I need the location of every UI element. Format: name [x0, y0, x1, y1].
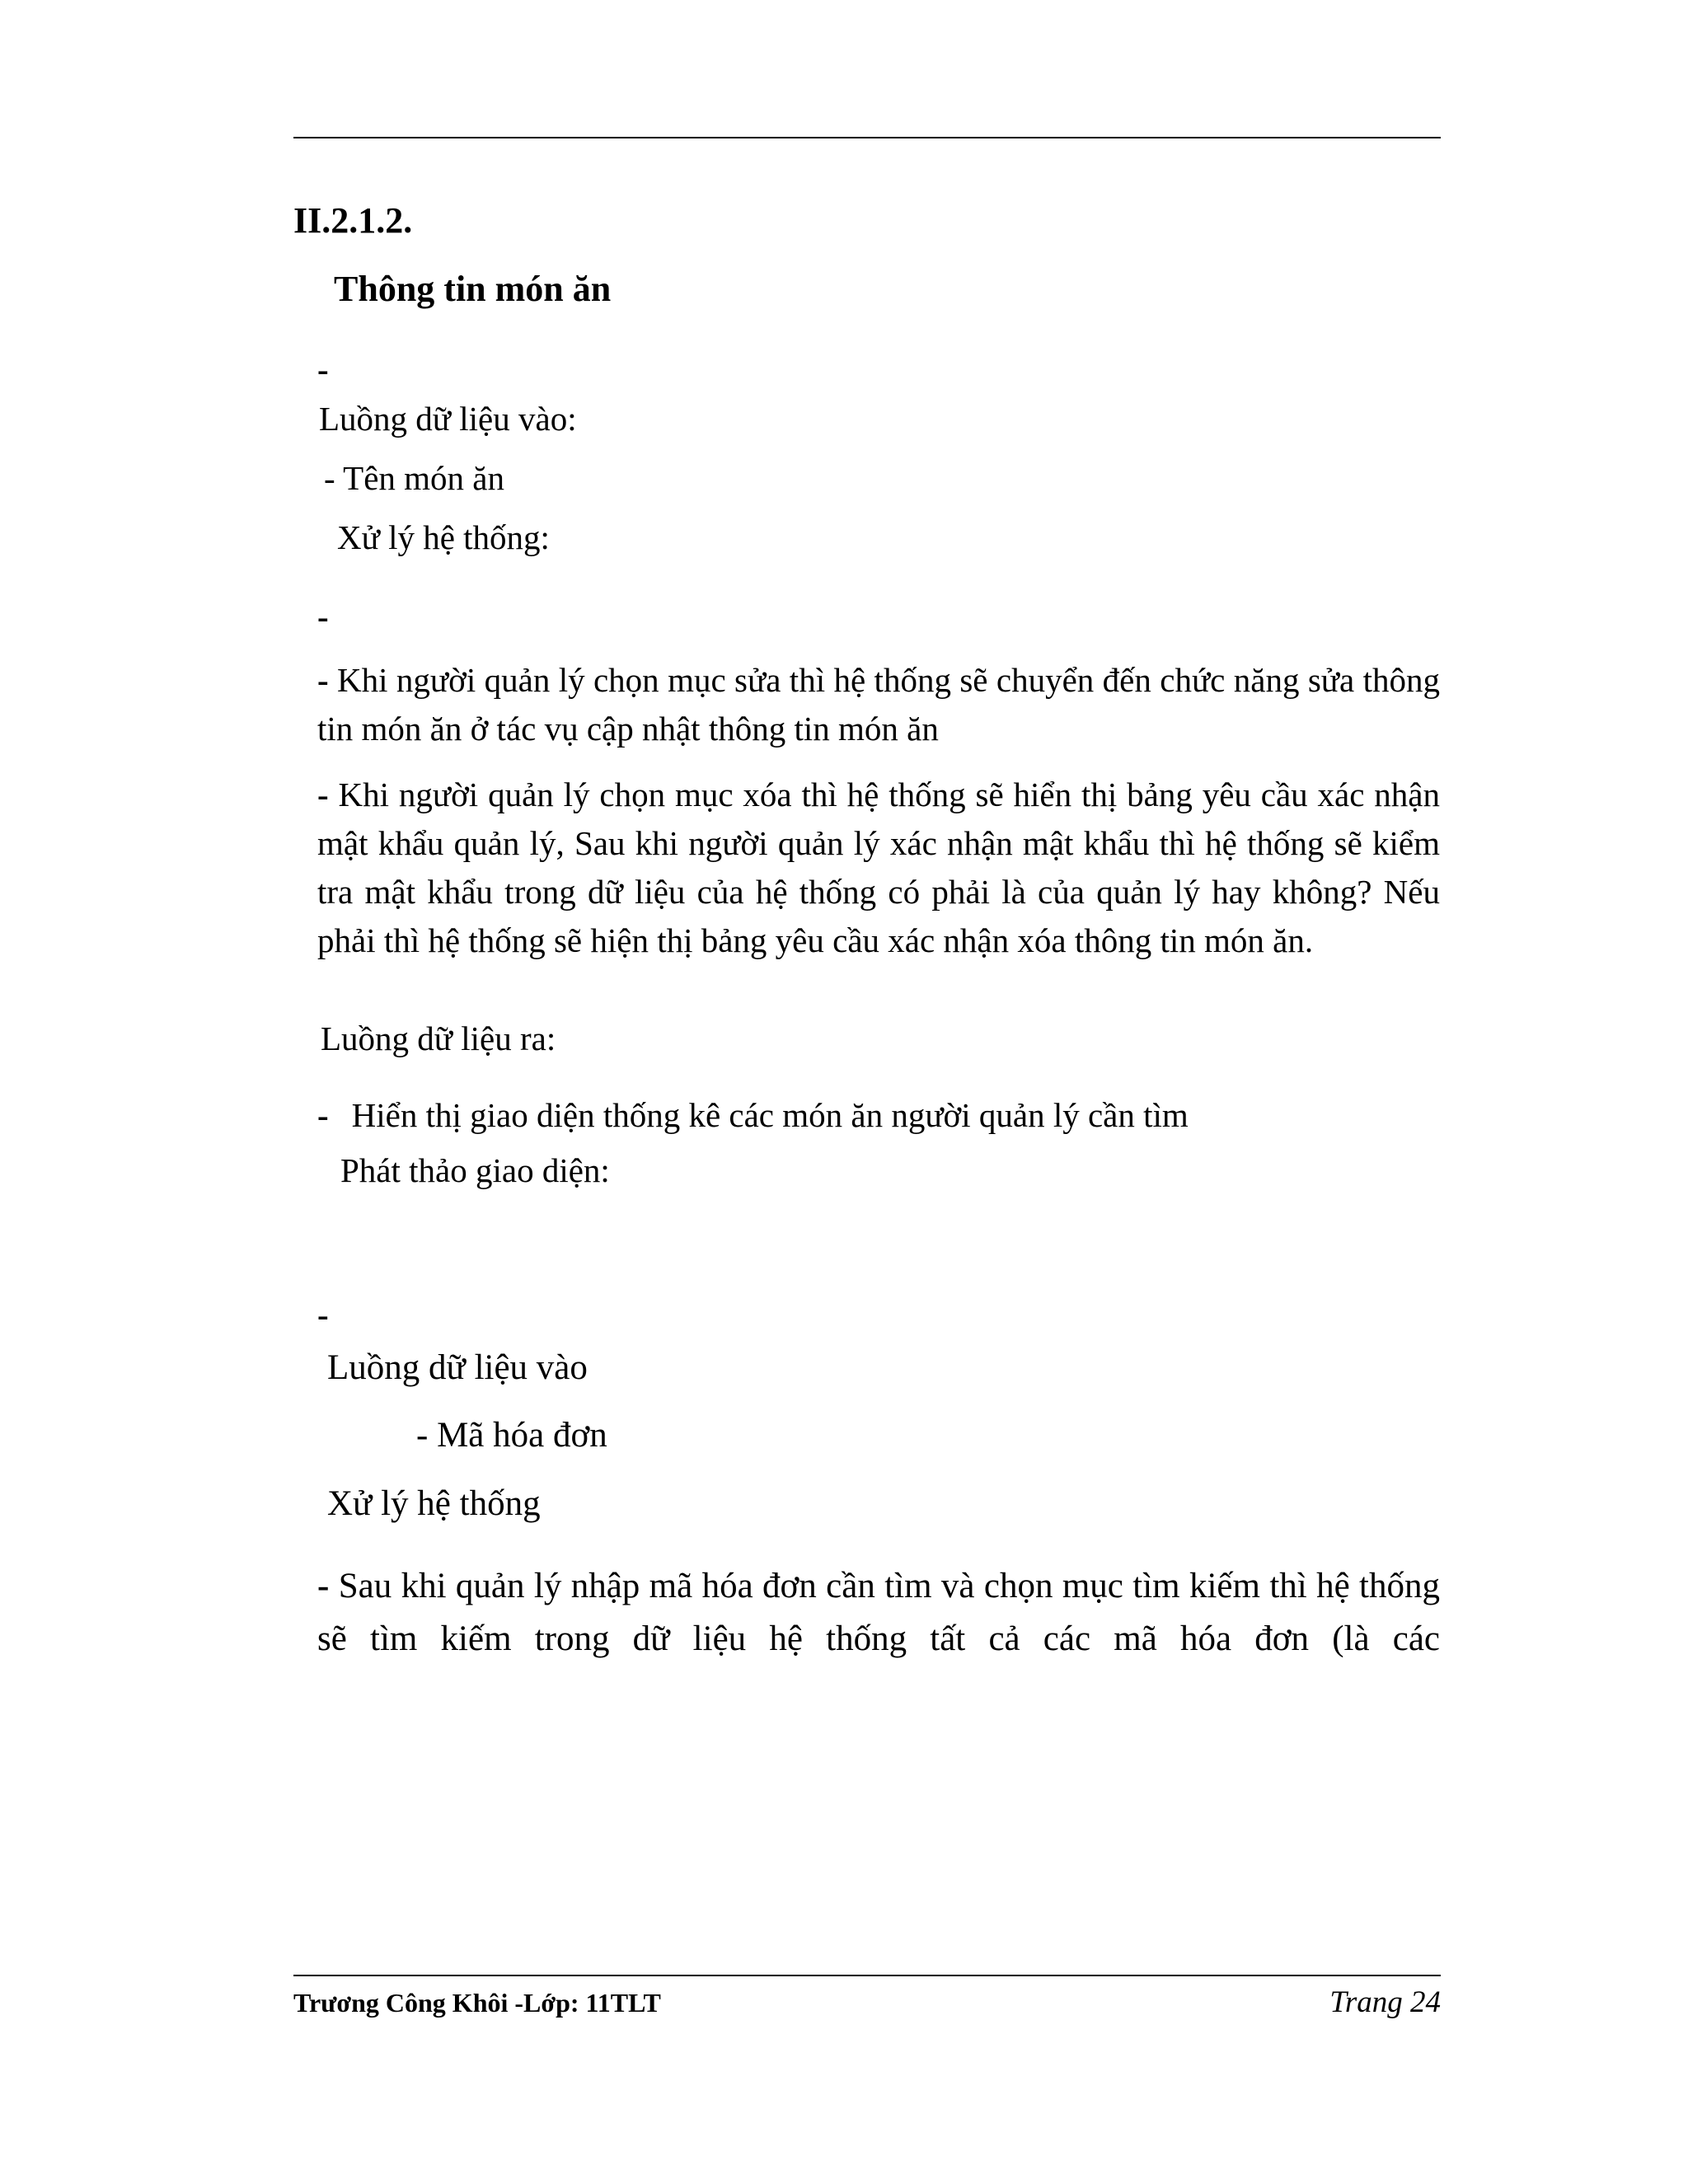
invoice-input-item: - Mã hóa đơn [416, 1416, 607, 1455]
invoice-search-paragraph [317, 1560, 1440, 1666]
bullet-dash: - [317, 1296, 329, 1333]
section-title: Thông tin món ăn [334, 269, 612, 309]
invoice-processing-heading: Xử lý hệ thống [327, 1484, 541, 1523]
bullet-dash: - [317, 661, 329, 699]
delete-processing-paragraph [317, 771, 1440, 965]
footer-rule [293, 1975, 1441, 1976]
bullet-dash: - [317, 1096, 329, 1134]
delete-processing-text: Khi người quản lý chọn mục xóa thì hệ thống sẽ hiển thị bảng yêu cầu xác nhận mật khẩu quản lý, Sau khi người quản lý xác nhận mật khẩu thì hệ thống sẽ kiểm tra mật khẩu trong dữ liệu của hệ thống có phải là của quản lý hay không? Nếu phải thì hệ thống sẽ hiện thị bảng yêu cầu xác nhận xóa thông tin món ăn. [317, 776, 1440, 959]
interface-draft-heading: Phát thảo giao diện: [340, 1151, 610, 1189]
output-flow-heading: Luồng dữ liệu ra: [321, 1019, 556, 1057]
invoice-input-heading: Luồng dữ liệu vào [327, 1348, 588, 1387]
system-processing-heading: Xử lý hệ thống: [337, 518, 550, 556]
edit-processing-paragraph [317, 656, 1440, 753]
footer-author: Trương Công Khôi -Lớp: 11TLT [293, 1988, 661, 2018]
output-flow-item [317, 1096, 1189, 1134]
bullet-dash: - [317, 598, 329, 635]
bullet-dash: - [317, 776, 329, 813]
bullet-dash: - [317, 1567, 330, 1605]
invoice-search-text: Sau khi quản lý nhập mã hóa đơn cần tìm và chọn mục tìm kiếm thì hệ thống sẽ tìm kiếm trong dữ liệu hệ thống tất cả các mã hóa đơn (là các [317, 1567, 1441, 1658]
bullet-dash: - [317, 350, 329, 388]
input-flow-heading: Luồng dữ liệu vào: [319, 400, 577, 438]
header-rule [293, 137, 1441, 138]
page-number: Trang 24 [1329, 1985, 1441, 2019]
edit-processing-text: Khi người quản lý chọn mục sửa thì hệ thống sẽ chuyển đến chức năng sửa thông tin món ăn ở tác vụ cập nhật thông tin món ăn [317, 661, 1440, 748]
section-number: II.2.1.2. [293, 200, 413, 241]
output-flow-text: Hiển thị giao diện thống kê các món ăn người quản lý cần tìm [351, 1096, 1189, 1134]
input-flow-item: - Tên món ăn [324, 459, 504, 497]
